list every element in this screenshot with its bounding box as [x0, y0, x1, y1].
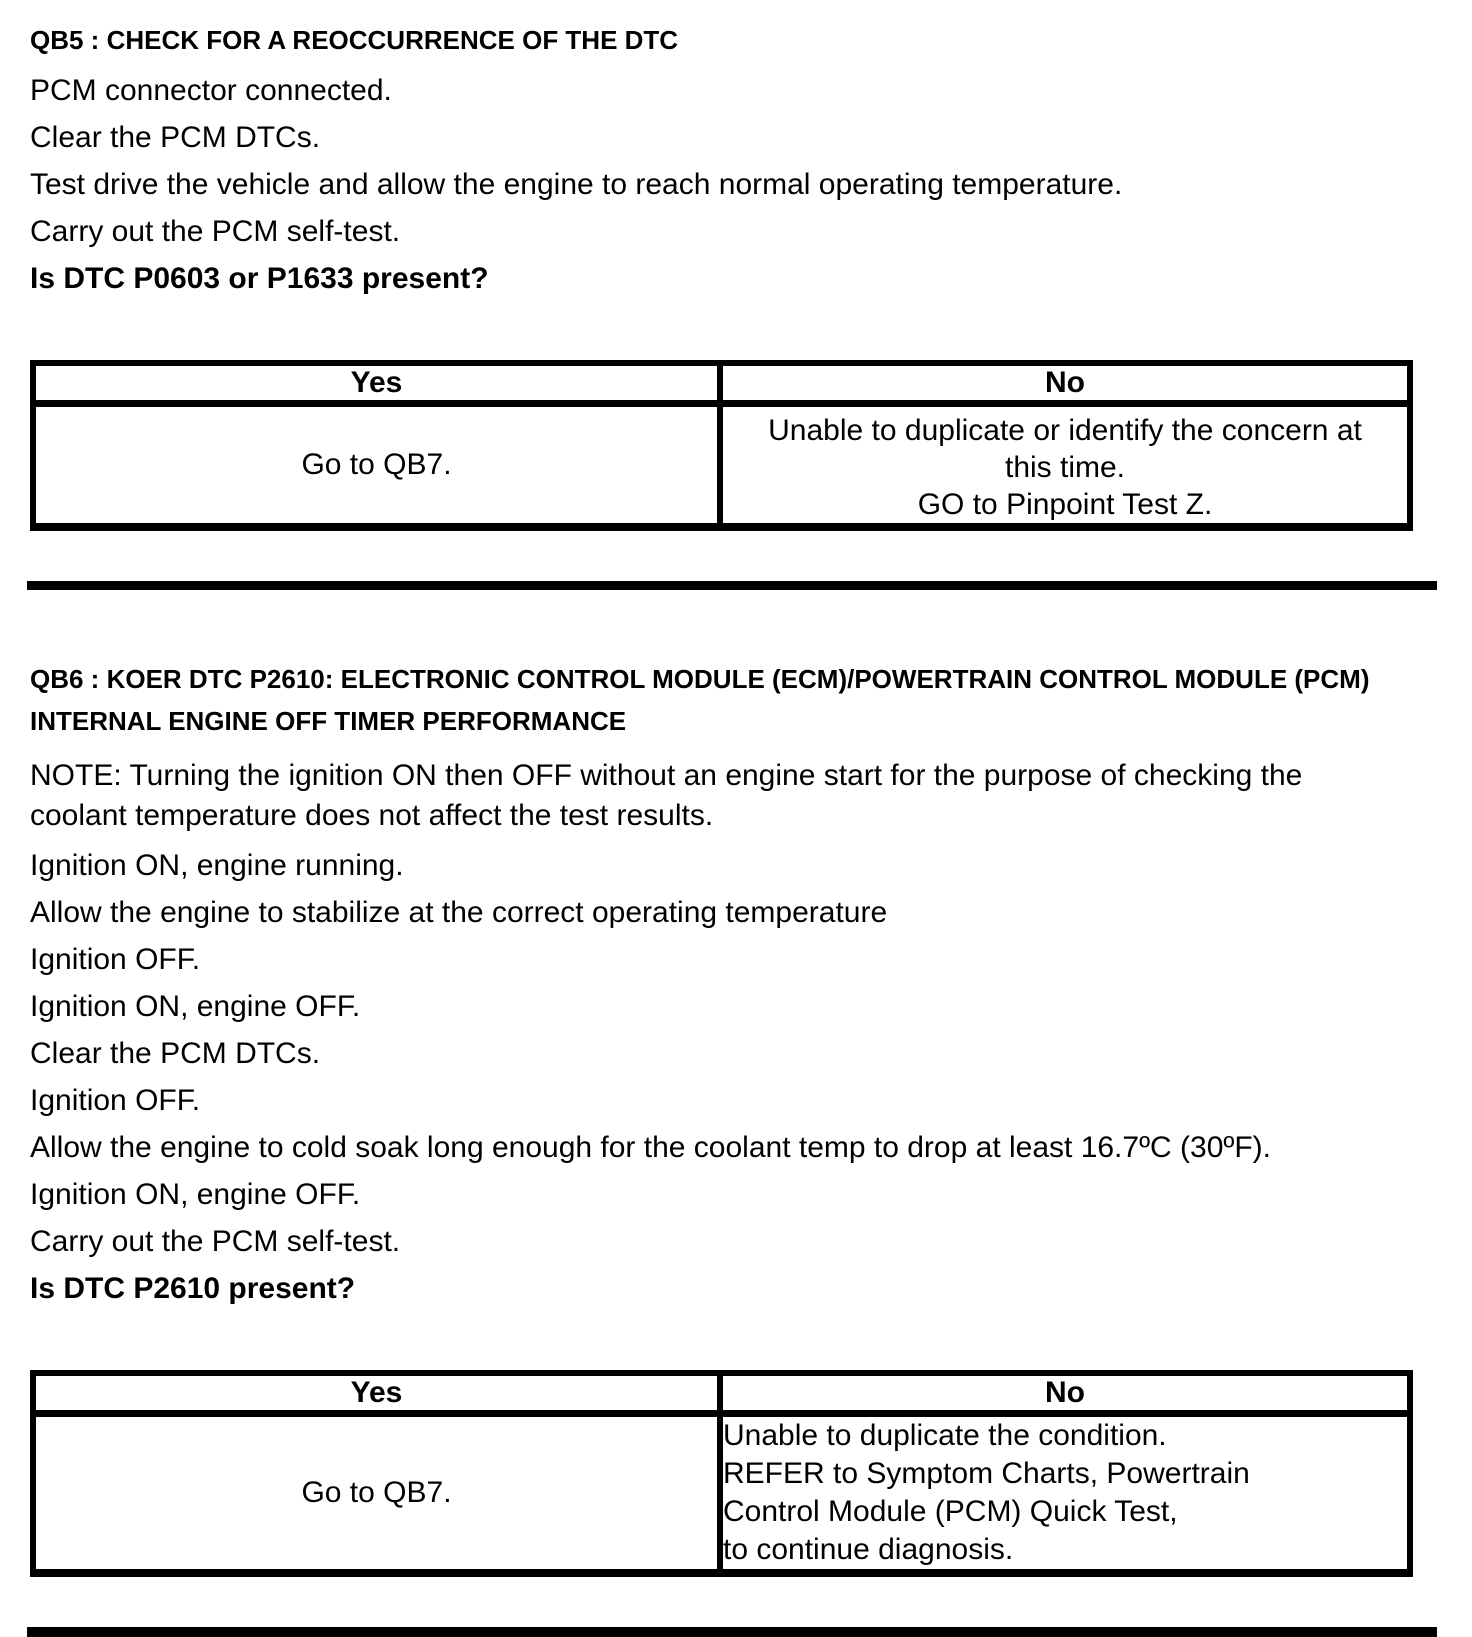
qb5-step: Test drive the vehicle and allow the engine to reach normal operating temperature.	[30, 168, 1123, 201]
qb5-yes-header: Yes	[33, 363, 720, 404]
qb5-step: Clear the PCM DTCs.	[30, 121, 321, 154]
qb5-no-result-line: this time.	[1004, 451, 1126, 484]
qb6-yes-result: Go to QB7.	[33, 1414, 720, 1574]
section-qb6	[30, 658, 1440, 1577]
qb6-step: Ignition OFF.	[30, 943, 201, 976]
qb6-step: Ignition OFF.	[30, 1084, 201, 1117]
qb5-no-header: No	[720, 363, 1410, 404]
qb6-step: Ignition ON, engine OFF.	[30, 1178, 361, 1211]
section-divider	[27, 581, 1437, 590]
qb6-step: Ignition ON, engine running.	[30, 849, 404, 882]
qb6-step: Carry out the PCM self-test.	[30, 1225, 401, 1258]
qb6-table-body-row	[33, 1414, 1410, 1574]
qb6-no-header: No	[720, 1373, 1410, 1414]
qb6-no-result-line: Control Module (PCM) Quick Test,	[723, 1495, 1178, 1528]
qb6-step: Clear the PCM DTCs.	[30, 1037, 321, 1070]
section-qb5	[30, 24, 1440, 531]
qb5-no-result-line: Unable to duplicate or identify the concern at	[768, 414, 1362, 447]
qb5-decision-table	[30, 360, 1413, 531]
qb5-step: Carry out the PCM self-test.	[30, 215, 401, 248]
qb6-no-result	[720, 1414, 1410, 1574]
qb5-no-result-line: GO to Pinpoint Test Z.	[917, 488, 1213, 521]
qb6-yes-header: Yes	[33, 1373, 720, 1414]
qb5-table-header-row	[33, 363, 1410, 404]
section-divider	[27, 1627, 1437, 1637]
qb6-no-result-line: REFER to Symptom Charts, Powertrain	[723, 1457, 1250, 1490]
qb6-decision-table	[30, 1370, 1413, 1577]
qb5-table-body-row	[33, 404, 1410, 528]
qb6-step: Allow the engine to stabilize at the correct operating temperature	[30, 896, 888, 929]
qb5-step: PCM connector connected.	[30, 74, 392, 107]
qb6-no-result-line: Unable to duplicate the condition.	[723, 1419, 1167, 1452]
qb6-note: NOTE: Turning the ignition ON then OFF without an engine start for the purpose of checking the coolant temperature does not affect the test results.	[30, 759, 1303, 832]
qb5-question: Is DTC P0603 or P1633 present?	[30, 262, 489, 295]
qb6-step: Ignition ON, engine OFF.	[30, 990, 361, 1023]
qb5-heading: QB5 : CHECK FOR A REOCCURRENCE OF THE DTC	[30, 25, 679, 55]
qb6-no-result-line: to continue diagnosis.	[723, 1533, 1014, 1566]
qb6-question: Is DTC P2610 present?	[30, 1272, 356, 1305]
qb5-no-result	[720, 404, 1410, 528]
qb6-heading: QB6 : KOER DTC P2610: ELECTRONIC CONTROL MODULE (ECM)/POWERTRAIN CONTROL MODULE (PCM) INTERNAL ENGINE OFF TIMER PERFORMANCE	[30, 664, 1370, 736]
qb5-yes-result: Go to QB7.	[33, 404, 720, 528]
qb6-step: Allow the engine to cold soak long enough for the coolant temp to drop at least 16.7ºC (30ºF).	[30, 1131, 1272, 1164]
qb6-table-header-row	[33, 1373, 1410, 1414]
